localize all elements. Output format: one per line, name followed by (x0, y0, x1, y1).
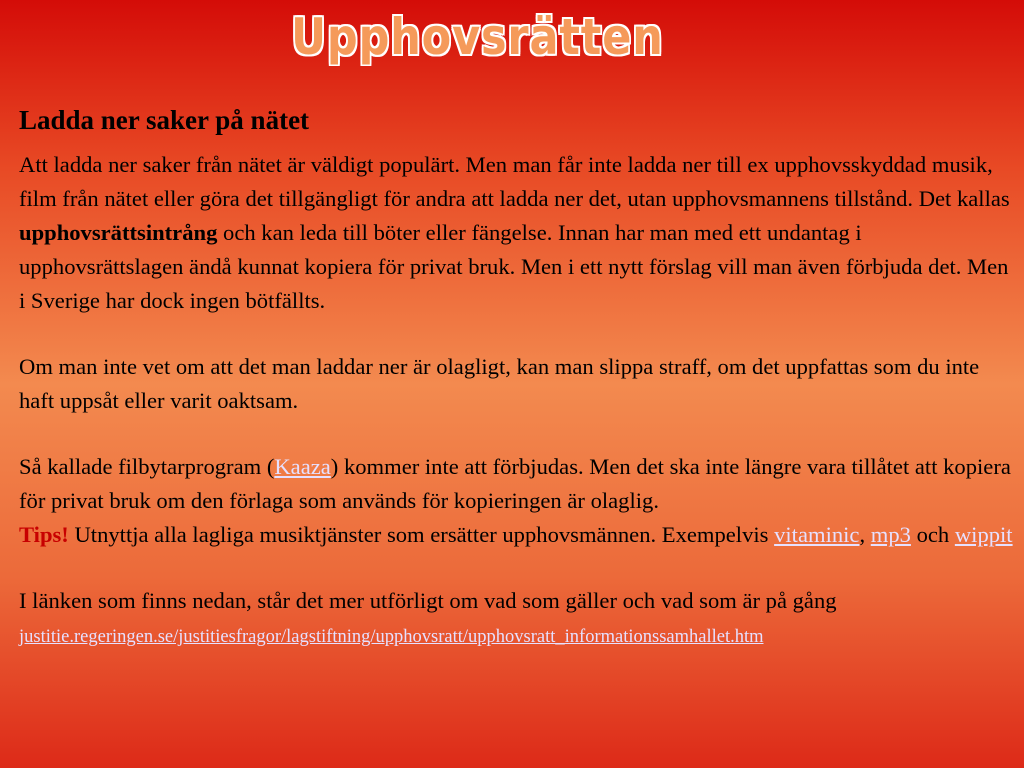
tips-separator: , (859, 522, 871, 548)
mp3-link[interactable]: mp3 (870, 522, 911, 548)
paragraph-download-info (19, 148, 1015, 318)
p4-text: I länken som finns nedan, står det mer utförligt om vad som gäller och vad som är på gång (19, 588, 837, 614)
tips-label: Tips! (19, 522, 69, 548)
wippit-link[interactable]: wippit (954, 522, 1013, 548)
kaaza-link[interactable]: Kaaza (274, 454, 331, 480)
paragraph-filesharing (19, 450, 1015, 552)
slide-title: Upphovsrätten (291, 8, 664, 66)
section-heading: Ladda ner saker på nätet (19, 105, 310, 135)
slide-content (19, 104, 1015, 654)
p3-text-after: ) kommer inte att förbjudas. Men det ska inte längre vara tillåtet att kopiera för privat bruk om den förlaga som används för kopieringen är olaglig. (19, 454, 1011, 514)
p1-bold-term: upphovsrättsintrång (19, 220, 218, 246)
p1-text-before: Att ladda ner saker från nätet är väldigt populärt. Men man får inte ladda ner till ex upphovsskyddad musik, film från nätet eller göra det tillgängligt för andra att ladda ner det, utan upphovsmannens tillstånd. Det kallas (19, 152, 1010, 212)
tips-och: och (910, 522, 955, 548)
justitie-url-link[interactable]: justitie.regeringen.se/justitiesfragor/lagstiftning/upphovsratt/upphovsratt_informationssamhallet.htm (19, 627, 764, 648)
paragraph-intent: Om man inte vet om att det man laddar ner är olagligt, kan man slippa straff, om det uppfattas som du inte haft uppsåt eller varit oaktsam. (19, 354, 980, 414)
vitaminic-link[interactable]: vitaminic (774, 522, 860, 548)
p1-text-after: och kan leda till böter eller fängelse. Innan har man med ett undantag i upphovsrättslagen ändå kunnat kopiera för privat bruk. Men i ett nytt förslag vill man även förbjuda det. Men i Sverige har dock ingen bötfällts. (19, 220, 1009, 314)
p3-text-before: Så kallade filbytarprogram ( (19, 454, 275, 480)
tips-text: Utnyttja alla lagliga musiktjänster som ersätter upphovsmännen. Exempelvis (68, 522, 775, 548)
paragraph-link-info (19, 584, 1015, 654)
